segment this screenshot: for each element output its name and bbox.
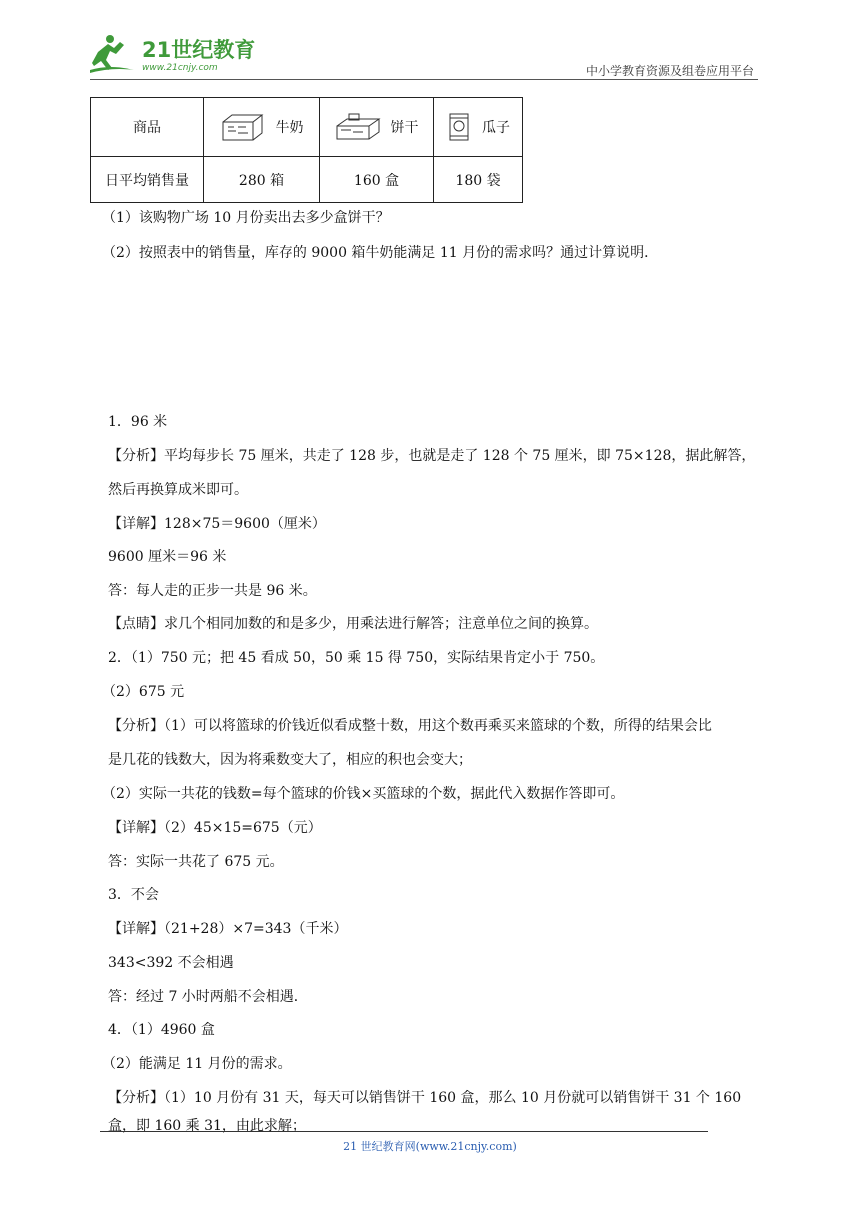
answer-line: 【详解】（21+28）×7=343（千米）	[108, 921, 348, 937]
item-cell-seeds	[434, 98, 523, 157]
sales-value-seeds: 180 袋	[434, 157, 523, 203]
svg-text:www.21cnjy.com: www.21cnjy.com	[142, 63, 218, 73]
question-1: （1）该购物广场 10 月份卖出去多少盒饼干？	[102, 210, 390, 226]
page-header	[90, 30, 758, 80]
footer-text: 21 世纪教育网(www.21cnjy.com)	[343, 1140, 517, 1153]
row-label-cell: 日平均销售量	[91, 157, 204, 203]
milk-box-icon	[220, 112, 266, 142]
answer-line: 【分析】（1）10 月份有 31 天，每天可以销售饼干 160 盒，那么 10 月份就可以销售饼干 31 个 160	[108, 1090, 742, 1106]
sales-table	[90, 97, 523, 203]
answer-line: 3．不会	[108, 887, 159, 903]
answer-line: 然后再换算成米即可。	[108, 482, 248, 498]
item-name: 饼干	[390, 120, 419, 136]
biscuit-box-icon	[335, 112, 381, 142]
answer-line: 2．（1）750 元；把 45 看成 50，50 乘 15 得 750，实际结果肯定小于 750。	[108, 650, 605, 666]
logo-21cnjy	[90, 30, 260, 76]
item-name: 瓜子	[482, 120, 510, 136]
answer-line: 答：经过 7 小时两船不会相遇．	[108, 989, 308, 1005]
answer-line: 答：每人走的正步一共是 96 米。	[108, 583, 317, 599]
item-name: 牛奶	[275, 120, 304, 136]
table-row	[91, 98, 523, 157]
sales-value-milk: 280 箱	[204, 157, 320, 203]
answer-line: 4．（1）4960 盒	[108, 1022, 215, 1038]
answer-line: 答：实际一共花了 675 元。	[108, 854, 284, 870]
footer-divider	[100, 1131, 708, 1132]
table-header-cell: 商品	[91, 98, 204, 157]
answer-line: 是几花的钱数大，因为将乘数变大了，相应的积也会变大；	[108, 752, 472, 768]
answer-line: 【分析】平均每步长 75 厘米，共走了 128 步，也就是走了 128 个 75 厘米，即 75×128，据此解答，	[108, 448, 756, 464]
answer-line: （2）能满足 11 月份的需求。	[102, 1056, 292, 1072]
platform-tagline: 中小学教育资源及组卷应用平台	[585, 64, 754, 78]
answer-line: 盒，即 160 乘 31，由此求解；	[108, 1118, 306, 1134]
answer-line: 343<392 不会相遇	[108, 955, 234, 971]
svg-text:21世纪教育: 21世纪教育	[142, 38, 256, 62]
answer-line: （2）675 元	[102, 684, 185, 700]
item-cell-milk	[204, 98, 320, 157]
sales-value-biscuit: 160 盒	[320, 157, 434, 203]
answer-line: 【详解】128×75＝9600（厘米）	[108, 516, 326, 532]
answer-line: 【详解】（2）45×15=675（元）	[108, 820, 322, 836]
seeds-bag-icon	[446, 112, 472, 142]
answer-line: （2）实际一共花的钱数=每个篮球的价钱×买篮球的个数，据此代入数据作答即可。	[102, 786, 625, 802]
answer-line: 【分析】（1）可以将篮球的价钱近似看成整十数，用这个数再乘买来篮球的个数，所得的结果会比	[108, 718, 712, 734]
header-divider	[90, 79, 758, 80]
answer-line: 【点睛】求几个相同加数的和是多少，用乘法进行解答；注意单位之间的换算。	[108, 616, 598, 632]
question-2: （2）按照表中的销售量，库存的 9000 箱牛奶能满足 11 月份的需求吗？通过计算说明．	[102, 245, 659, 261]
table-row	[91, 157, 523, 203]
answer-line: 1．96 米	[108, 414, 168, 430]
item-cell-biscuit	[320, 98, 434, 157]
answer-line: 9600 厘米＝96 米	[108, 549, 227, 565]
